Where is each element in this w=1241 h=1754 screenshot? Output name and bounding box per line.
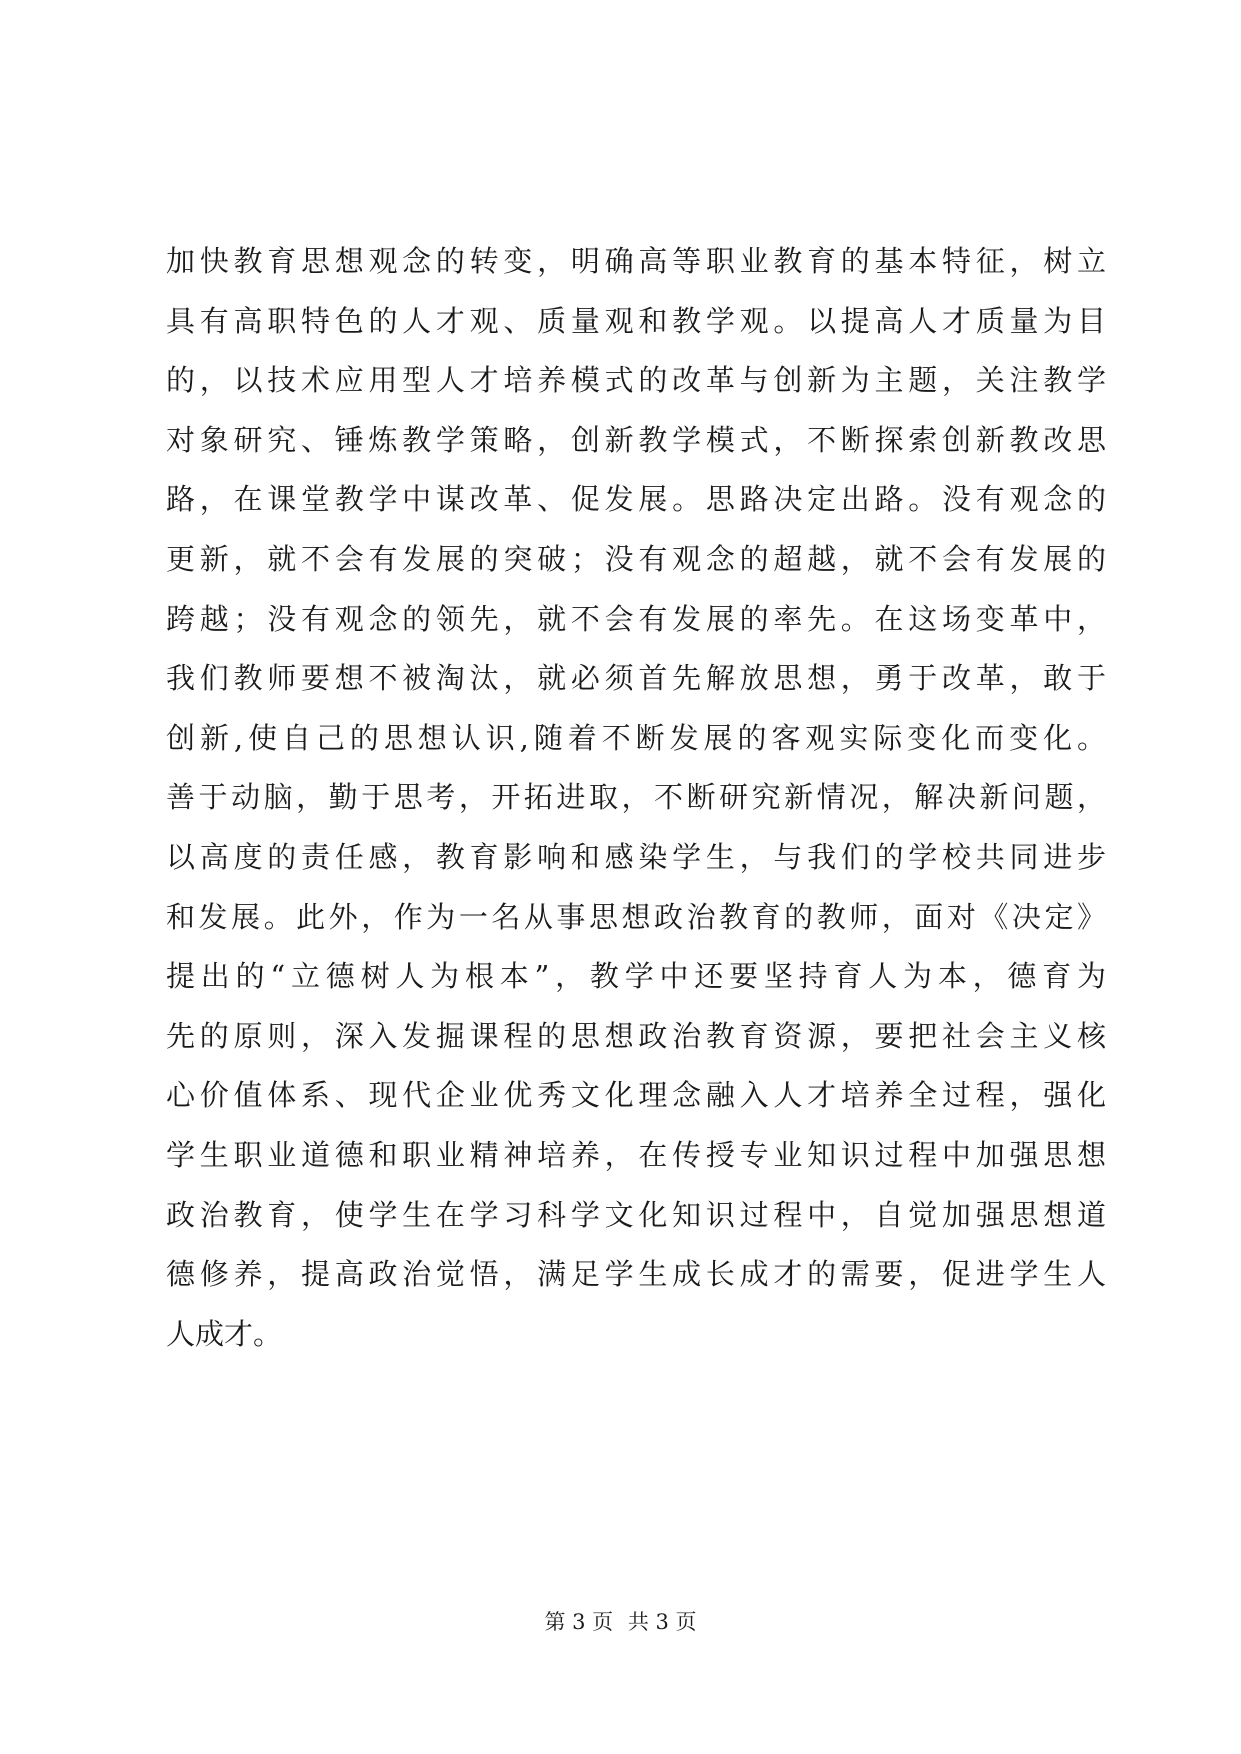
text-line: 善于动脑，勤于思考，开拓进取，不断研究新情况，解决新问题， bbox=[166, 780, 1106, 815]
page-number-total: 共 3 页 bbox=[627, 1610, 697, 1634]
page-footer bbox=[0, 1608, 1241, 1636]
body-paragraph bbox=[166, 232, 1106, 1364]
text-line: 的，以技术应用型人才培养模式的改革与创新为主题，关注教学 bbox=[166, 363, 1106, 398]
text-line: 加快教育思想观念的转变，明确高等职业教育的基本特征，树立 bbox=[166, 244, 1106, 278]
text-line: 提出的“立德树人为根本”，教学中还要坚持育人为本，德育为 bbox=[166, 959, 1106, 994]
text-line: 心价值体系、现代企业优秀文化理念融入人才培养全过程，强化 bbox=[166, 1078, 1106, 1113]
text-line: 德修养，提高政治觉悟，满足学生成长成才的需要，促进学生人 bbox=[166, 1257, 1106, 1292]
text-line: 创新,使自己的思想认识,随着不断发展的客观实际变化而变化。 bbox=[166, 720, 1106, 755]
text-line: 对象研究、锤炼教学策略，创新教学模式，不断探索创新教改思 bbox=[166, 422, 1106, 457]
text-line: 以高度的责任感，教育影响和感染学生，与我们的学校共同进步 bbox=[166, 839, 1106, 874]
text-line: 先的原则，深入发掘课程的思想政治教育资源，要把社会主义核 bbox=[166, 1018, 1106, 1053]
text-line: 学生职业道德和职业精神培养，在传授专业知识过程中加强思想 bbox=[166, 1137, 1106, 1172]
text-line: 政治教育，使学生在学习科学文化知识过程中，自觉加强思想道 bbox=[166, 1197, 1106, 1232]
text-line: 跨越；没有观念的领先，就不会有发展的率先。在这场变革中， bbox=[166, 601, 1106, 636]
text-line: 我们教师要想不被淘汰，就必须首先解放思想，勇于改革，敢于 bbox=[166, 661, 1106, 696]
text-line: 具有高职特色的人才观、质量观和教学观。以提高人才质量为目 bbox=[166, 303, 1106, 338]
text-line: 和发展。此外，作为一名从事思想政治教育的教师，面对《决定》 bbox=[166, 899, 1106, 934]
text-line: 人成才。 bbox=[166, 1316, 283, 1351]
page-number-current: 第 3 页 bbox=[544, 1610, 614, 1634]
text-line: 更新，就不会有发展的突破；没有观念的超越，就不会有发展的 bbox=[166, 541, 1106, 576]
text-line: 路，在课堂教学中谋改革、促发展。思路决定出路。没有观念的 bbox=[166, 482, 1106, 517]
